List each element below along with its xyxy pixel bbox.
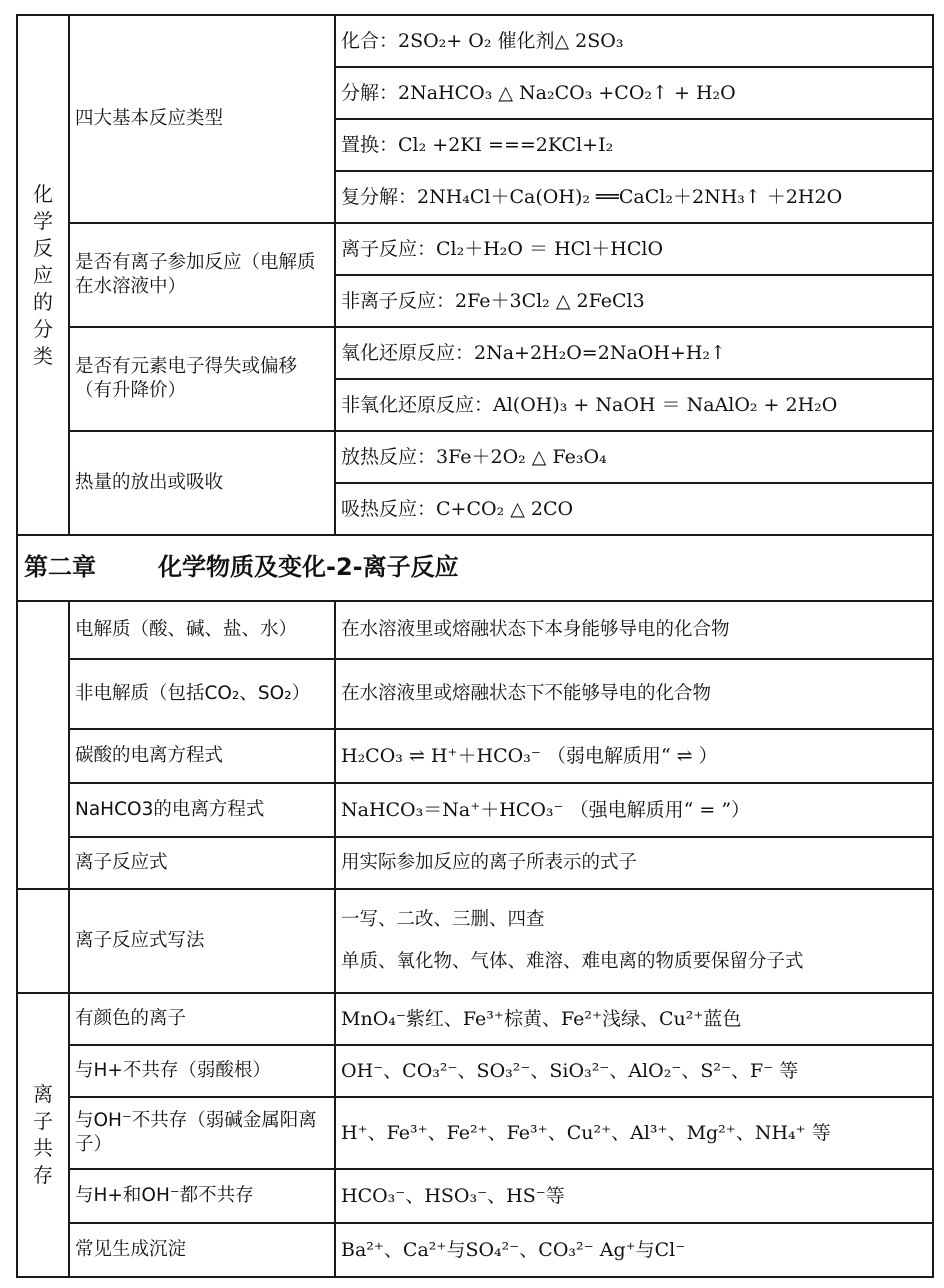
row-value-precipitates: Ba²⁺、Ca²⁺与SO₄²⁻、CO₃²⁻ Ag⁺与Cl⁻ [335,1223,933,1277]
chapter-heading [17,535,933,601]
reaction-ionic: 离子反应：Cl₂＋H₂O ＝ HCl＋HClO [335,223,933,275]
reaction-double-displacement: 复分解：2NH₄Cl＋Ca(OH)₂ ══CaCl₂＋2NH₃↑ ＋2H2O [335,171,933,223]
category-reaction-classification: 化学反应的分类 [17,15,69,535]
row-value-colored-ions: MnO₄⁻紫红、Fe³⁺棕黄、Fe²⁺浅绿、Cu²⁺蓝色 [335,993,933,1045]
row-label-precipitates: 常见生成沉淀 [69,1223,335,1277]
row-label-h-incompatible: 与H+不共存（弱酸根） [69,1045,335,1097]
row-value-h-incompatible: OH⁻、CO₃²⁻、SO₃²⁻、SiO₃²⁻、AlO₂⁻、S²⁻、F⁻ 等 [335,1045,933,1097]
reaction-endothermic: 吸热反应：C+CO₂ △ 2CO [335,483,933,535]
row-label-oh-incompatible: 与OH⁻不共存（弱碱金属阳离子） [69,1097,335,1169]
row-value-oh-incompatible: H⁺、Fe³⁺、Fe²⁺、Fe³⁺、Cu²⁺、Al³⁺、Mg²⁺、NH₄⁺ 等 [335,1097,933,1169]
row-label-non-electrolyte: 非电解质（包括CO₂、SO₂） [69,659,335,729]
row-value-writing-method [335,889,933,993]
row-label-ionic-equation: 离子反应式 [69,837,335,889]
row-value-both-incompatible: HCO₃⁻、HSO₃⁻、HS⁻等 [335,1169,933,1223]
row-value-ionic-equation: 用实际参加反应的离子所表示的式子 [335,837,933,889]
reaction-redox: 氧化还原反应：2Na+2H₂O=2NaOH+H₂↑ [335,327,933,379]
writing-steps: 一写、二改、三删、四查 [341,908,545,930]
row-label-both-incompatible: 与H+和OH⁻都不共存 [69,1169,335,1223]
row-label-writing-method: 离子反应式写法 [69,889,335,993]
reaction-decomposition: 分解：2NaHCO₃ △ Na₂CO₃ +CO₂↑ + H₂O [335,67,933,119]
row-label-nahco3-ionization: NaHCO3的电离方程式 [69,783,335,837]
row-label-colored-ions: 有颜色的离子 [69,993,335,1045]
writing-rule: 单质、氧化物、气体、难溶、难电离的物质要保留分子式 [341,951,804,972]
row-value-non-electrolyte: 在水溶液里或熔融状态下不能够导电的化合物 [335,659,933,729]
row-value-nahco3-ionization: NaHCO₃＝Na⁺＋HCO₃⁻ （强电解质用“ = ”） [335,783,933,837]
category-blank-writing [17,889,69,993]
reaction-displacement: 置换：Cl₂ +2KI ===2KCl+I₂ [335,119,933,171]
row-value-electrolyte: 在水溶液里或熔融状态下本身能够导电的化合物 [335,601,933,659]
group-label-heat: 热量的放出或吸收 [69,431,335,535]
row-label-electrolyte: 电解质（酸、碱、盐、水） [69,601,335,659]
reaction-combination: 化合：2SO₂+ O₂ 催化剂△ 2SO₃ [335,15,933,67]
group-label-basic-types: 四大基本反应类型 [69,15,335,223]
row-label-carbonic-ionization: 碳酸的电离方程式 [69,729,335,783]
chapter-number: 第二章 [24,553,96,582]
chemistry-notes-table [16,14,934,1278]
category-ion-coexistence: 离子共存 [17,993,69,1277]
row-value-carbonic-ionization: H₂CO₃ ⇌ H⁺＋HCO₃⁻ （弱电解质用“ ⇌ ） [335,729,933,783]
chapter-title: 化学物质及变化-2-离子反应 [158,553,459,582]
category-blank-electrolytes [17,601,69,889]
reaction-non-ionic: 非离子反应：2Fe＋3Cl₂ △ 2FeCl3 [335,275,933,327]
reaction-exothermic: 放热反应：3Fe＋2O₂ △ Fe₃O₄ [335,431,933,483]
group-label-ionic: 是否有离子参加反应（电解质在水溶液中） [69,223,335,327]
reaction-non-redox: 非氧化还原反应：Al(OH)₃ + NaOH ＝ NaAlO₂ + 2H₂O [335,379,933,431]
group-label-redox: 是否有元素电子得失或偏移（有升降价） [69,327,335,431]
